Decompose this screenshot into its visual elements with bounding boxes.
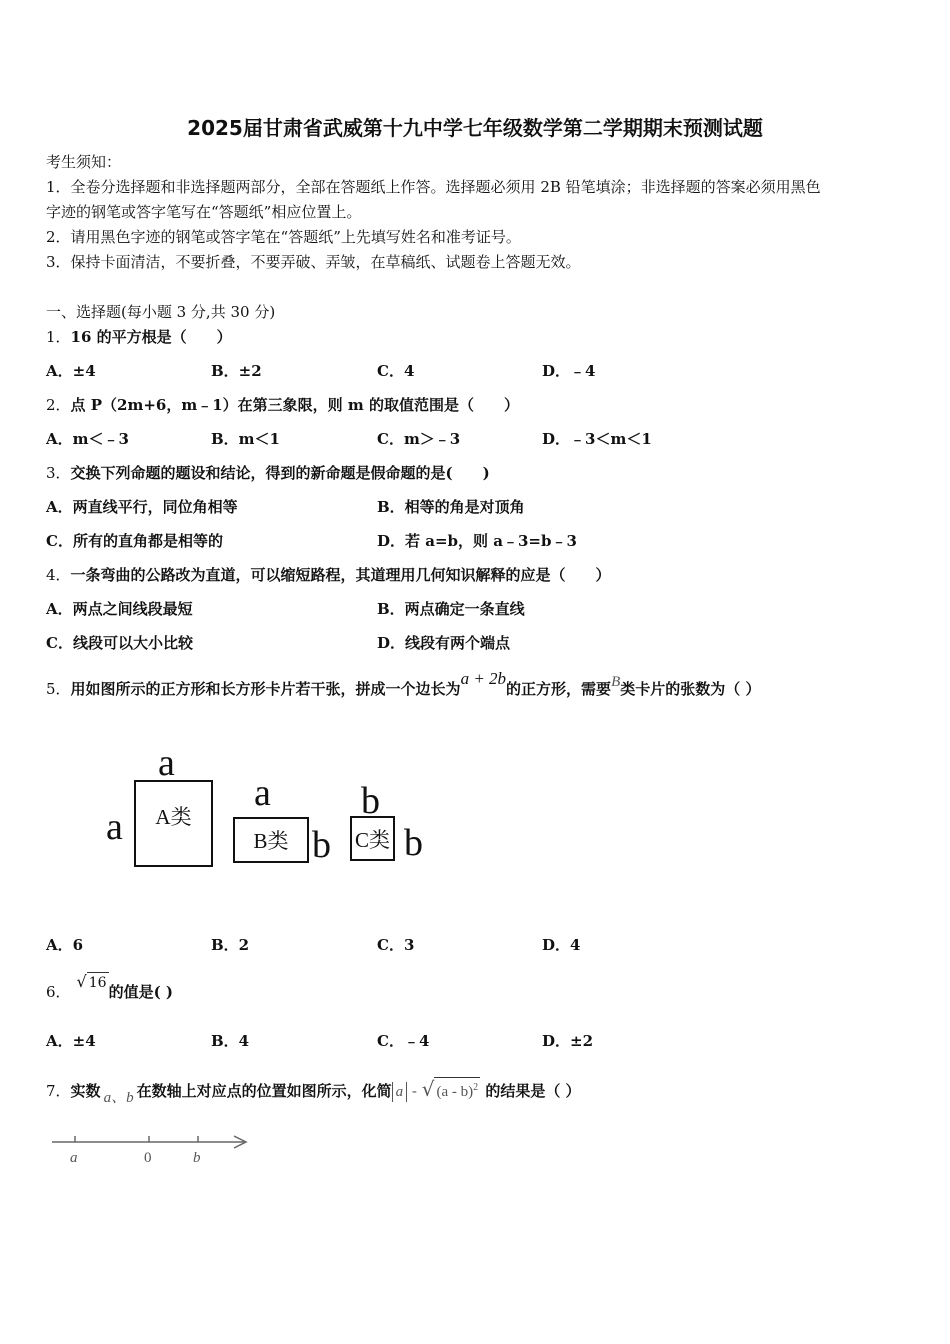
question-stem: 类卡片的张数为（ ） xyxy=(620,680,761,698)
question-number: 5． xyxy=(46,680,71,698)
q3-option-c[interactable]: C．所有的直角都是相等的 xyxy=(46,532,223,550)
notice-line-1b: 字迹的钢笔或答字笔写在“答题纸”相应位置上。 xyxy=(46,203,362,221)
label-b-right-card-c: b xyxy=(404,822,423,864)
notice-heading: 考生须知： xyxy=(46,153,122,171)
q4-option-a[interactable]: A．两点之间线段最短 xyxy=(46,600,193,618)
axis-label-b: b xyxy=(193,1150,201,1166)
question-stem: 实数 xyxy=(70,1082,101,1100)
label-a-card-b: a xyxy=(254,772,271,814)
card-a-label: A类 xyxy=(155,804,192,829)
question-number: 4． xyxy=(46,566,71,584)
card-a xyxy=(134,780,213,867)
q5-option-c[interactable]: C．3 xyxy=(377,936,415,954)
label-a-left: a xyxy=(106,806,123,848)
q1-option-b[interactable]: B．±2 xyxy=(211,362,262,380)
q5-option-a[interactable]: A．6 xyxy=(46,936,84,954)
label-b-top-card-c: b xyxy=(361,780,380,822)
variables-a-b: a、b xyxy=(103,1090,134,1106)
q6-option-c[interactable]: C．﹣4 xyxy=(377,1032,430,1050)
notice-line-2: 2．请用黑色字迹的钢笔或答字笔在“答题纸”上先填写姓名和准考证号。 xyxy=(46,228,521,246)
page-title: 2025届甘肃省武威第十九中学七年级数学第二学期期末预测试题 xyxy=(187,116,763,140)
minus-sign: - xyxy=(407,1082,422,1100)
question-stem: 点 P（2m+6，m﹣1）在第三象限，则 m 的取值范围是（ ） xyxy=(70,396,519,414)
question-6 xyxy=(46,972,173,1003)
q2-option-b[interactable]: B．m＜1 xyxy=(211,430,280,448)
q5-option-b[interactable]: B．2 xyxy=(211,936,250,954)
question-1 xyxy=(46,327,232,347)
question-stem: 16 的平方根是（ ） xyxy=(70,328,232,346)
question-stem: 交换下列命题的题设和结论，得到的新命题是假命题的是( ) xyxy=(70,464,490,482)
axis-label-zero: 0 xyxy=(144,1150,152,1166)
question-5 xyxy=(46,669,761,700)
expression-a-plus-2b: a + 2b xyxy=(460,669,507,688)
section-heading: 一、选择题(每小题 3 分,共 30 分) xyxy=(46,303,276,321)
q6-option-b[interactable]: B．4 xyxy=(211,1032,250,1050)
question-stem: 的值是( ) xyxy=(108,983,173,1001)
label-a-top: a xyxy=(158,742,175,784)
label-b-card-b: b xyxy=(312,824,331,866)
question-4 xyxy=(46,565,611,585)
question-number: 6． xyxy=(46,983,71,1001)
question-2 xyxy=(46,395,519,415)
question-stem: 一条弯曲的公路改为直道，可以缩短路程，其道理用几何知识解释的应是（ ） xyxy=(70,566,611,584)
question-stem: 的正方形，需要 xyxy=(506,680,612,698)
q2-option-a[interactable]: A．m＜﹣3 xyxy=(46,430,129,448)
radicand: 16 xyxy=(87,972,109,993)
q3-option-d[interactable]: D．若 a=b，则 a﹣3=b﹣3 xyxy=(377,532,577,550)
question-number: 2． xyxy=(46,396,71,414)
abs-var: a xyxy=(395,1084,404,1100)
radicand-text: (a - b) xyxy=(436,1084,474,1100)
question-number: 1． xyxy=(46,328,71,346)
radicand-expr xyxy=(434,1077,480,1102)
sqrt-icon: √ xyxy=(421,1077,435,1101)
q4-option-b[interactable]: B．两点确定一条直线 xyxy=(377,600,525,618)
question-stem: 的结果是（ ） xyxy=(480,1082,581,1100)
sqrt-16: √ 16 xyxy=(76,972,107,991)
q6-option-d[interactable]: D．±2 xyxy=(542,1032,594,1050)
number-line xyxy=(48,1130,258,1170)
q3-option-b[interactable]: B．相等的角是对顶角 xyxy=(377,498,525,516)
question-stem: 用如图所示的正方形和长方形卡片若干张，拼成一个边长为 xyxy=(70,680,461,698)
q3-option-a[interactable]: A．两直线平行，同位角相等 xyxy=(46,498,238,516)
q6-option-a[interactable]: A．±4 xyxy=(46,1032,96,1050)
card-b-label: B类 xyxy=(253,829,289,853)
q1-option-d[interactable]: D．﹣4 xyxy=(542,362,596,380)
exponent: 2 xyxy=(473,1082,479,1093)
q2-option-d[interactable]: D．﹣3＜m＜1 xyxy=(542,430,652,448)
question-number: 3． xyxy=(46,464,71,482)
card-c xyxy=(350,816,395,861)
card-b xyxy=(233,817,309,863)
axis-label-a: a xyxy=(70,1150,78,1166)
notice-line-1: 1．全卷分选择题和非选择题两部分，全部在答题纸上作答。选择题必须用 2B 铅笔填涂；非选择题的答案必须用黑色 xyxy=(46,178,821,196)
q5-option-d[interactable]: D．4 xyxy=(542,936,581,954)
question-7 xyxy=(46,1077,581,1106)
variable-b: B xyxy=(611,674,621,690)
q4-option-d[interactable]: D．线段有两个端点 xyxy=(377,634,511,652)
question-stem: 在数轴上对应点的位置如图所示，化简 xyxy=(136,1082,392,1100)
q1-option-a[interactable]: A．±4 xyxy=(46,362,96,380)
card-c-label: C类 xyxy=(354,827,390,852)
notice-line-3: 3．保持卡面清洁，不要折叠，不要弄破、弄皱，在草稿纸、试题卷上答题无效。 xyxy=(46,253,581,271)
q1-option-c[interactable]: C．4 xyxy=(377,362,415,380)
abs-a xyxy=(392,1082,408,1102)
question-3 xyxy=(46,463,490,483)
question-number: 7． xyxy=(46,1082,71,1100)
q4-option-c[interactable]: C．线段可以大小比较 xyxy=(46,634,193,652)
q2-option-c[interactable]: C．m＞﹣3 xyxy=(377,430,461,448)
